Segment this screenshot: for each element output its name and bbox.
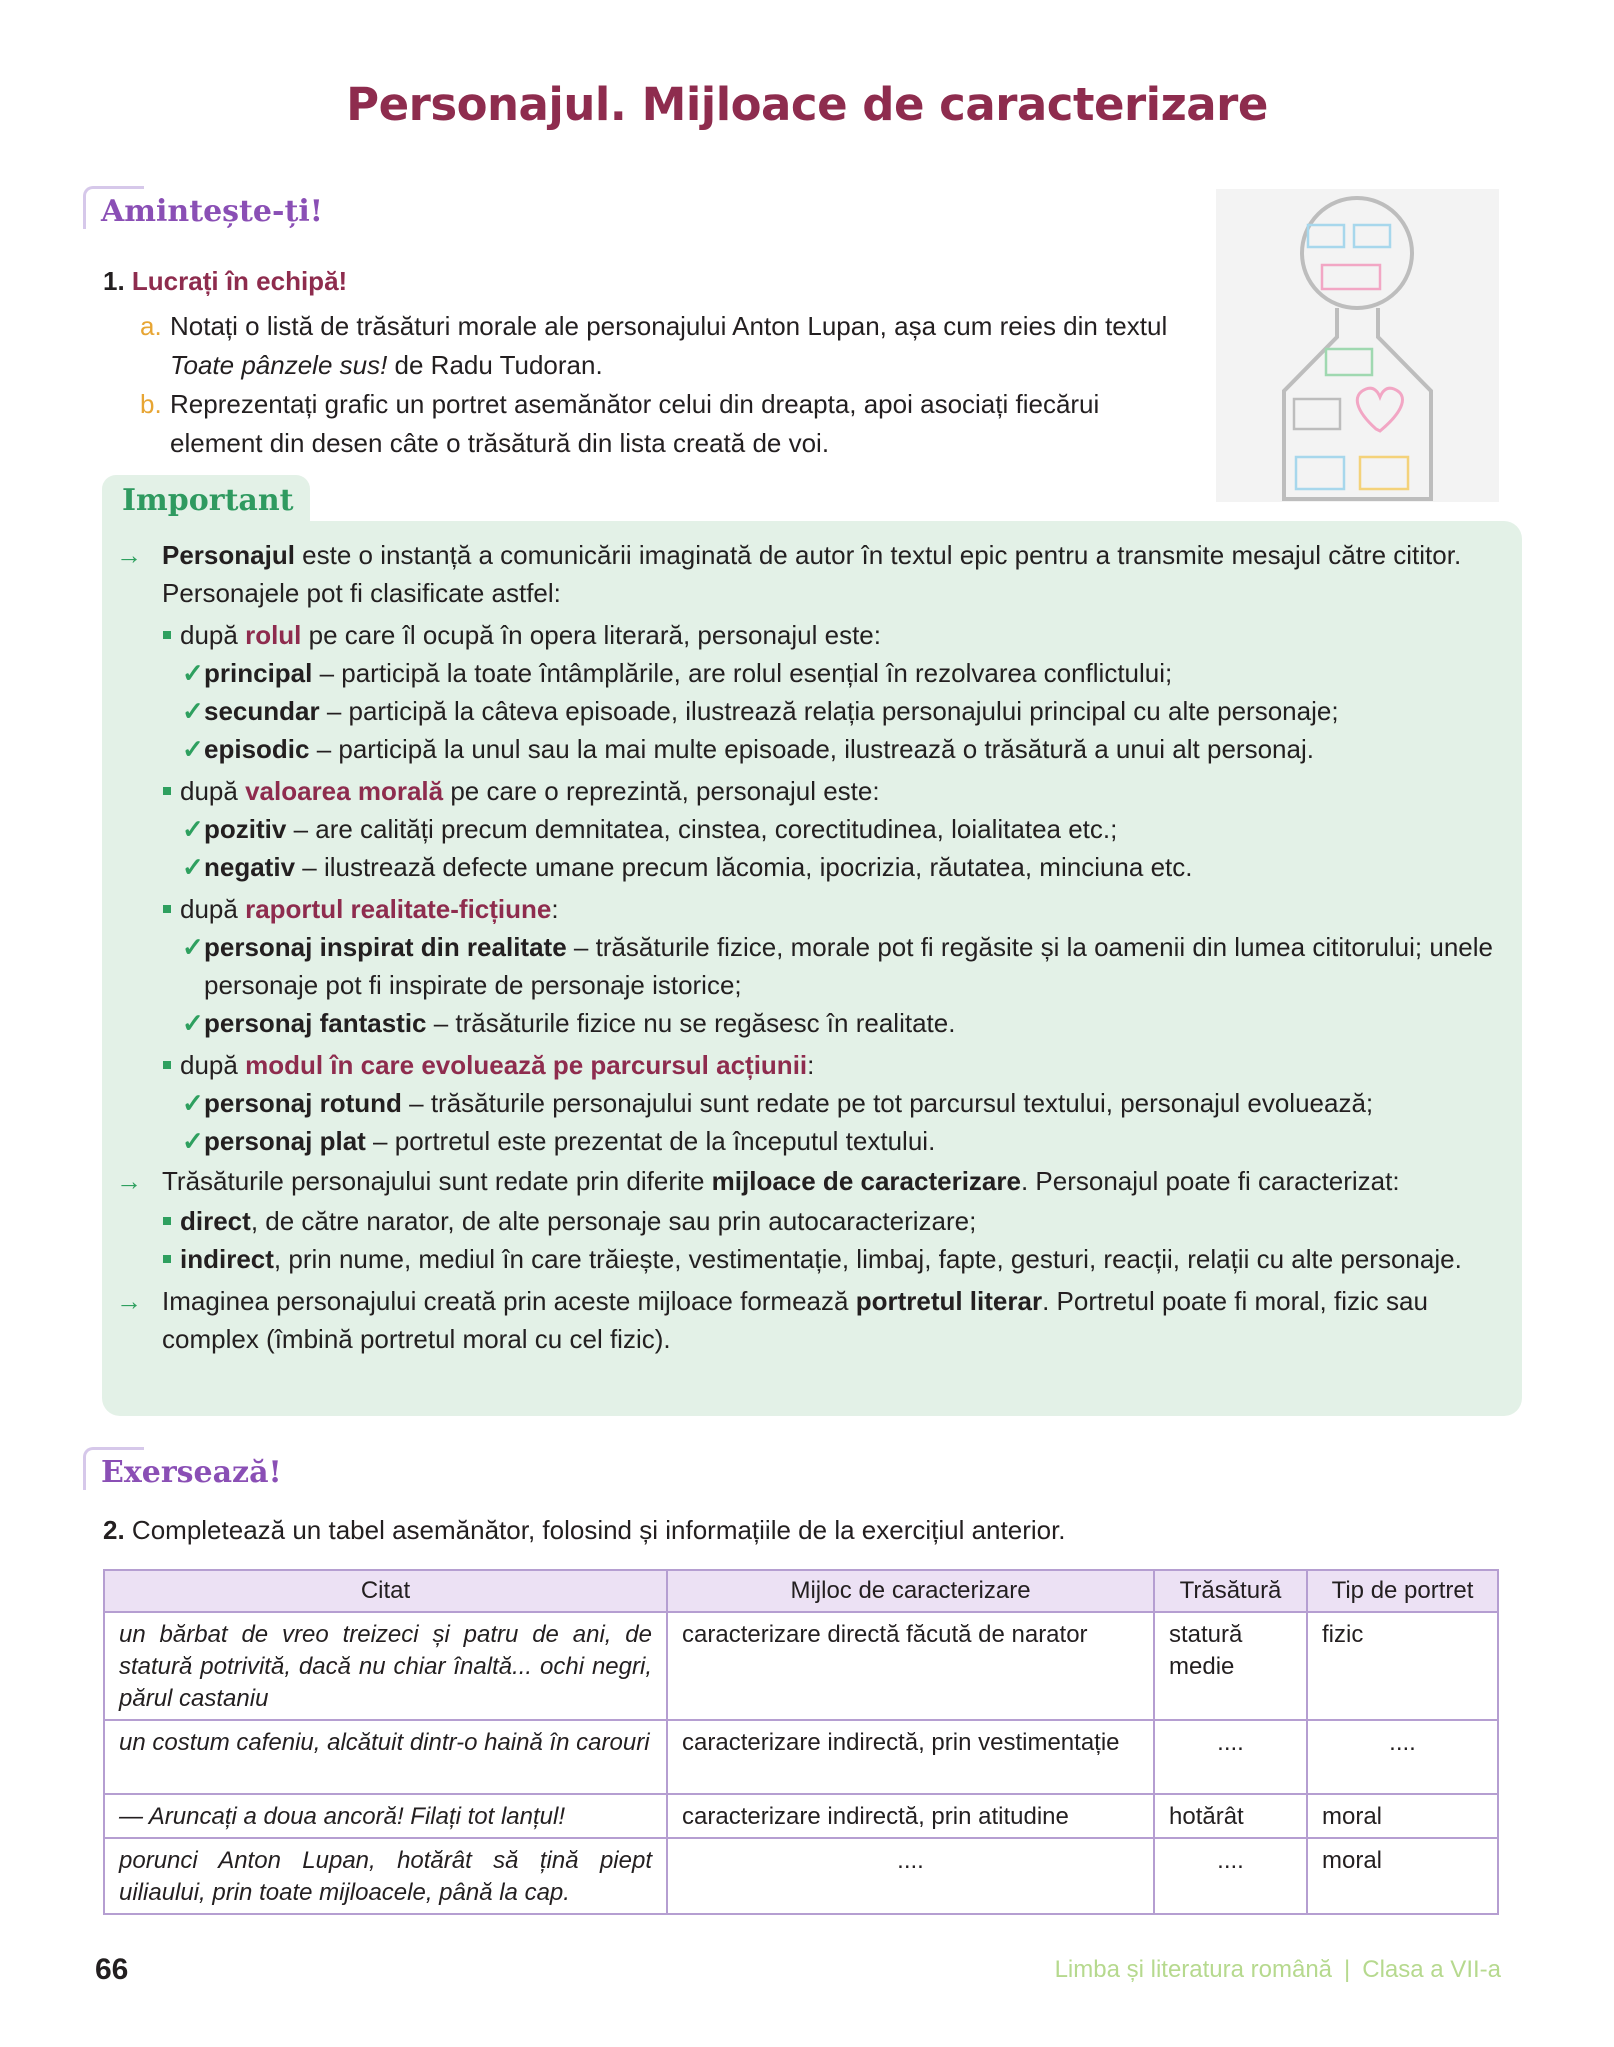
square-bullet-icon (163, 1217, 171, 1225)
exercise-number: 1. (103, 266, 125, 296)
exercise-title: Lucrați în echipă! (131, 266, 348, 296)
criterion-term: rolul (245, 620, 302, 650)
character-table (103, 1569, 1499, 1915)
classification-item: ✓ pozitiv – are calități precum demnitatea, cinstea, corectitudinea, loialitatea etc.; (118, 810, 1506, 848)
classification-item: ✓ personaj rotund – trăsăturile personajului sunt redate pe tot parcursul textului, personajul evoluează; (118, 1084, 1506, 1122)
cell-mijloc: .... (667, 1838, 1154, 1914)
caracterizare-item-indirect: indirect, prin nume, mediul în care trăiește, vestimentație, limbaj, fapte, gesturi, reacții, relații cu alte personaje. (118, 1240, 1506, 1278)
page-title: Personajul. Mijloace de caracterizare (346, 78, 1268, 131)
classification-item: ✓ principal – participă la toate întâmplările, are rolul esențial în rezolvarea conflictului; (118, 654, 1506, 692)
square-bullet-icon (163, 1255, 171, 1263)
arrow-icon: → (116, 540, 142, 570)
checkmark-icon: ✓ (182, 734, 204, 764)
checkmark-icon: ✓ (182, 1088, 204, 1118)
item-letter: b. (140, 389, 162, 419)
key-term: Personajul (162, 540, 295, 570)
checkmark-icon: ✓ (182, 932, 204, 962)
column-header: Trăsătură (1154, 1570, 1307, 1612)
section-label: Exersează! (101, 1455, 282, 1490)
arrow-icon: → (116, 1286, 142, 1316)
cell-mijloc: caracterizare indirectă, prin vestimentație (667, 1720, 1154, 1794)
head-circle (1302, 198, 1412, 308)
key-term: portretul literar (855, 1286, 1043, 1316)
arrow-icon: → (116, 1166, 142, 1196)
classification-item: ✓ personaj inspirat din realitate – trăsăturile fizice, morale pot fi regăsite și la oamenii din lumea cititorului; unele personaje pot fi inspirate de personaje istorice; (118, 928, 1506, 1004)
column-header: Mijloc de caracterizare (667, 1570, 1154, 1612)
cell-tip: moral (1307, 1794, 1498, 1838)
classification-item: ✓ episodic – participă la unul sau la mai multe episoade, ilustrează o trăsătură a unui alt personaj. (118, 730, 1506, 768)
book-title: Limba și literatura română (1054, 1956, 1333, 1983)
square-bullet-icon (163, 787, 171, 795)
section-label: Amintește-ți! (101, 194, 323, 229)
mouth-box (1322, 265, 1380, 289)
cell-citat: un costum cafeniu, alcătuit dintr-o haină în carouri (104, 1720, 667, 1794)
exercise-1 (103, 262, 1183, 463)
table-row (104, 1612, 1498, 1720)
classification-group: după valoarea morală pe care o reprezintă, personajul este: (118, 772, 1506, 810)
column-header: Tip de portret (1307, 1570, 1498, 1612)
chest-left-box (1294, 399, 1340, 429)
exercise-item-a (103, 307, 1183, 385)
exercise-item-b (103, 385, 1183, 463)
criterion-term: raportul realitate-ficțiune (245, 894, 552, 924)
criterion-term: valoarea morală (245, 776, 444, 806)
eye-left-box (1308, 225, 1344, 247)
table-row (104, 1720, 1498, 1794)
checkmark-icon: ✓ (182, 1008, 204, 1038)
item-letter: a. (140, 311, 162, 341)
important-content (118, 536, 1506, 1360)
classification-item: ✓ secundar – participă la câteva episoade, ilustrează relația personajului principal cu alte personaje; (118, 692, 1506, 730)
checkmark-icon: ✓ (182, 814, 204, 844)
classification-group: după rolul pe care îl ocupă în opera literară, personajul este: (118, 616, 1506, 654)
lower-left-box (1296, 457, 1344, 489)
square-bullet-icon (163, 631, 171, 639)
cell-trasatura: .... (1154, 1720, 1307, 1794)
cell-trasatura: hotărât (1154, 1794, 1307, 1838)
heart-shape (1357, 388, 1402, 431)
exercise-2 (103, 1511, 1066, 1549)
table-row (104, 1794, 1498, 1838)
section-header-exerseaza (83, 1447, 323, 1493)
item-text: Notați o listă de trăsături morale ale personajului Anton Lupan, așa cum reies din textul Toate pânzele sus! de Radu Tudoran. (170, 311, 1168, 380)
cell-tip: .... (1307, 1720, 1498, 1794)
cell-tip: moral (1307, 1838, 1498, 1914)
checkmark-icon: ✓ (182, 852, 204, 882)
column-header: Citat (104, 1570, 667, 1612)
cell-citat: — Aruncați a doua ancoră! Filați tot lanțul! (104, 1794, 667, 1838)
key-term: mijloace de caracterizare (711, 1166, 1021, 1196)
classification-group: după modul în care evoluează pe parcursul acțiunii: (118, 1046, 1506, 1084)
footer-separator: | (1344, 1956, 1351, 1983)
square-bullet-icon (163, 1061, 171, 1069)
square-bullet-icon (163, 905, 171, 913)
cell-trasatura: statură medie (1154, 1612, 1307, 1720)
portrait-diagram-svg (1216, 189, 1499, 502)
classification-item: ✓ negativ – ilustrează defecte umane precum lăcomia, ipocrizia, răutatea, minciuna etc. (118, 848, 1506, 886)
classification-item: ✓ personaj fantastic – trăsăturile fizice nu se regăsesc în realitate. (118, 1004, 1506, 1042)
cell-mijloc: caracterizare indirectă, prin atitudine (667, 1794, 1154, 1838)
classification-item: ✓ personaj plat – portretul este prezentat de la începutul textului. (118, 1122, 1506, 1160)
portrait-diagram-image (1216, 189, 1499, 502)
neck-box (1326, 349, 1372, 375)
table-row (104, 1838, 1498, 1914)
grade-label: Clasa a VII-a (1362, 1956, 1501, 1983)
classification-groups (118, 616, 1506, 1160)
checkmark-icon: ✓ (182, 1126, 204, 1156)
cell-tip: fizic (1307, 1612, 1498, 1720)
important-paragraph-2: → Trăsăturile personajului sunt redate prin diferite mijloace de caracterizare. Personajul poate fi caracterizat: (118, 1162, 1506, 1200)
checkmark-icon: ✓ (182, 696, 204, 726)
page-footer (1055, 1956, 1501, 1984)
eye-right-box (1354, 225, 1390, 247)
exercise-text: Completează un tabel asemănător, folosind și informațiile de la exercițiul anterior. (131, 1515, 1066, 1545)
item-text: Reprezentați grafic un portret asemănător celui din dreapta, apoi asociați fiecărui element din desen câte o trăsătură din lista creată de voi. (170, 389, 1100, 458)
important-label: Important (122, 483, 294, 518)
table-header-row (104, 1570, 1498, 1612)
exercise-number: 2. (103, 1515, 125, 1545)
lower-right-box (1360, 457, 1408, 489)
cell-mijloc: caracterizare directă făcută de narator (667, 1612, 1154, 1720)
caracterizare-item-direct: direct, de către narator, de alte personaje sau prin autocaracterizare; (118, 1202, 1506, 1240)
cell-citat: porunci Anton Lupan, hotărât să țină piept uiliaului, prin toate mijloacele, până la cap. (104, 1838, 667, 1914)
cell-trasatura: .... (1154, 1838, 1307, 1914)
section-header-aminteste (83, 186, 323, 232)
criterion-term: modul în care evoluează pe parcursul acțiunii (245, 1050, 808, 1080)
checkmark-icon: ✓ (182, 658, 204, 688)
cell-citat: un bărbat de vreo treizeci și patru de ani, de statură potrivită, dacă nu chiar înaltă... ochi negri, părul castaniu (104, 1612, 667, 1720)
classification-group: după raportul realitate-ficțiune: (118, 890, 1506, 928)
important-paragraph-3: → Imaginea personajului creată prin aceste mijloace formează portretul literar. Portretul poate fi moral, fizic sau complex (îmbină portretul moral cu cel fizic). (118, 1282, 1506, 1358)
important-paragraph-1: → Personajul este o instanță a comunicării imaginată de autor în textul epic pentru a transmite mesajul către cititor. Personajele pot fi clasificate astfel: (118, 536, 1506, 612)
page-number: 66 (95, 1953, 129, 1986)
